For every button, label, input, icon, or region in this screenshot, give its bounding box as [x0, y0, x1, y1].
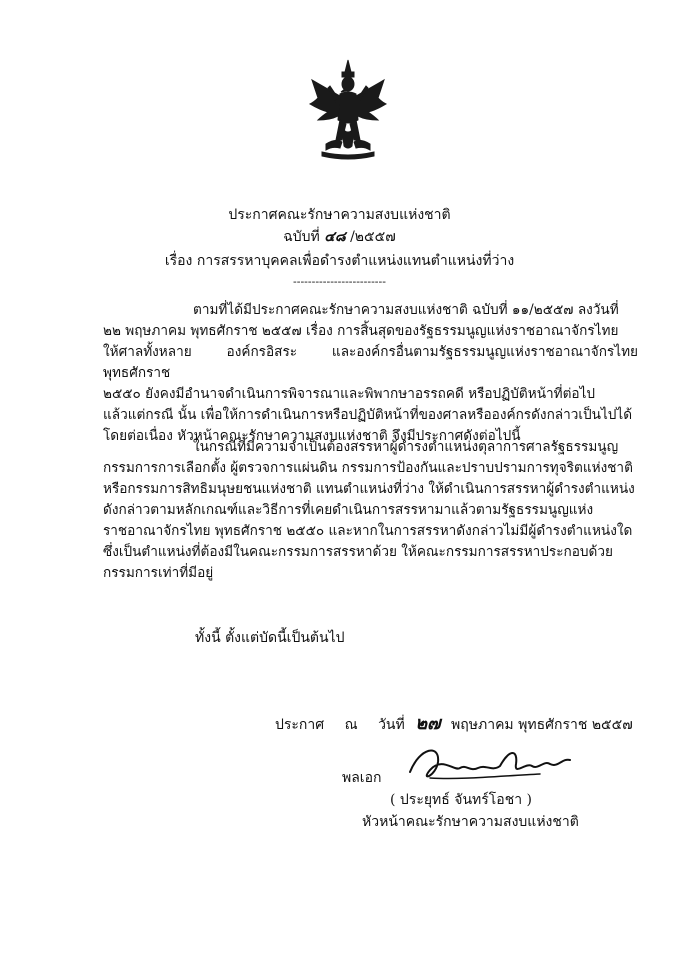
rank-label: พลเอก [342, 770, 382, 786]
paragraph-line: ซึ่งเป็นตำแหน่งที่ต้องมีในคณะกรรมการสรรหาด้วย ให้คณะกรรมการสรรหาประกอบด้วย [103, 544, 613, 560]
paragraph-line: กรรมการเท่าที่มีอยู่ [103, 565, 214, 581]
paragraph-line: ราชอาณาจักรไทย พุทธศักราช ๒๕๕๐ และหากในการสรรหาดังกล่าวไม่มีผู้ดำรงตำแหน่งใด [103, 523, 633, 539]
paragraph-line: ในกรณีที่มีความจำเป็นต้องสรรหาผู้ดำรงตำแหน่งตุลาการศาลรัฐธรรมนูญ [193, 439, 619, 455]
garuda-emblem-icon [308, 58, 388, 168]
day-value: ๒๗ [415, 713, 441, 734]
issue-number: ๔๘ [324, 229, 346, 245]
signatory-name: ( ประยุทธ์ จันทร์โอชา ) [390, 792, 532, 808]
paragraph-line: ให้ศาลทั้งหลาย องค์กรอิสระ และองค์กรอื่นตามรัฐธรรมนูญแห่งราชอาณาจักรไทย พุทธศักราช [103, 344, 638, 381]
paragraph-line: ๒๒ พฤษภาคม พุทธศักราช ๒๕๕๗ เรื่อง การสิ้นสุดของรัฐธรรมนูญแห่งราชอาณาจักรไทย [103, 323, 619, 339]
at-label: ณ [344, 717, 358, 733]
paragraph-line: แล้วแต่กรณี นั้น เพื่อให้การดำเนินการหรือปฏิบัติหน้าที่ของศาลหรือองค์กรดังกล่าวเป็นไปได้ [103, 407, 633, 423]
issue-year: /๒๕๕๗ [350, 229, 396, 245]
announced-label: ประกาศ [275, 717, 325, 733]
paragraph-1 [103, 300, 638, 447]
paragraph-line: โดยต่อเนื่อง หัวหน้าคณะรักษาความสงบแห่งชาติ จึงมีประกาศดังต่อไปนี้ [103, 428, 521, 444]
subject-line [0, 251, 679, 271]
paragraph-line: หรือกรรมการสิทธิมนุษยชนแห่งชาติ แทนตำแหน่งที่ว่าง ให้ดำเนินการสรรหาผู้ดำรงตำแหน่ง [103, 481, 635, 497]
paragraph-line: ๒๕๕๐ ยังคงมีอำนาจดำเนินการพิจารณาและพิพากษาอรรถคดี หรือปฏิบัติหน้าที่ต่อไป [103, 386, 596, 402]
month-year: พฤษภาคม พุทธศักราช ๒๕๕๗ [451, 717, 633, 733]
divider: ------------------------- [293, 275, 386, 288]
paragraph-2 [103, 437, 638, 584]
subject-text: การสรรหาบุคคลเพื่อดำรงตำแหน่งแทนตำแหน่งที่ว่าง [196, 253, 515, 269]
day-label: วันที่ [378, 717, 405, 733]
issue-label: ฉบับที่ [283, 229, 320, 245]
document-title: ประกาศคณะรักษาความสงบแห่งชาติ [228, 207, 451, 223]
signatory-position: หัวหน้าคณะรักษาความสงบแห่งชาติ [362, 814, 579, 830]
subject-label: เรื่อง [164, 253, 193, 269]
paragraph-line: ดังกล่าวตามหลักเกณฑ์และวิธีการที่เคยดำเนินการสรรหามาแล้วตามรัฐธรรมนูญแห่ง [103, 502, 594, 518]
date-line [275, 708, 633, 737]
issue-line [0, 227, 679, 247]
handwritten-signature [400, 742, 580, 787]
closing-statement: ทั้งนี้ ตั้งแต่บัดนี้เป็นต้นไป [195, 630, 345, 646]
paragraph-line: ตามที่ได้มีประกาศคณะรักษาความสงบแห่งชาติ ฉบับที่ ๑๑/๒๕๕๗ ลงวันที่ [193, 302, 619, 318]
paragraph-line: กรรมการการเลือกตั้ง ผู้ตรวจการแผ่นดิน กรรมการป้องกันและปราบปรามการทุจริตแห่งชาติ [103, 460, 633, 476]
